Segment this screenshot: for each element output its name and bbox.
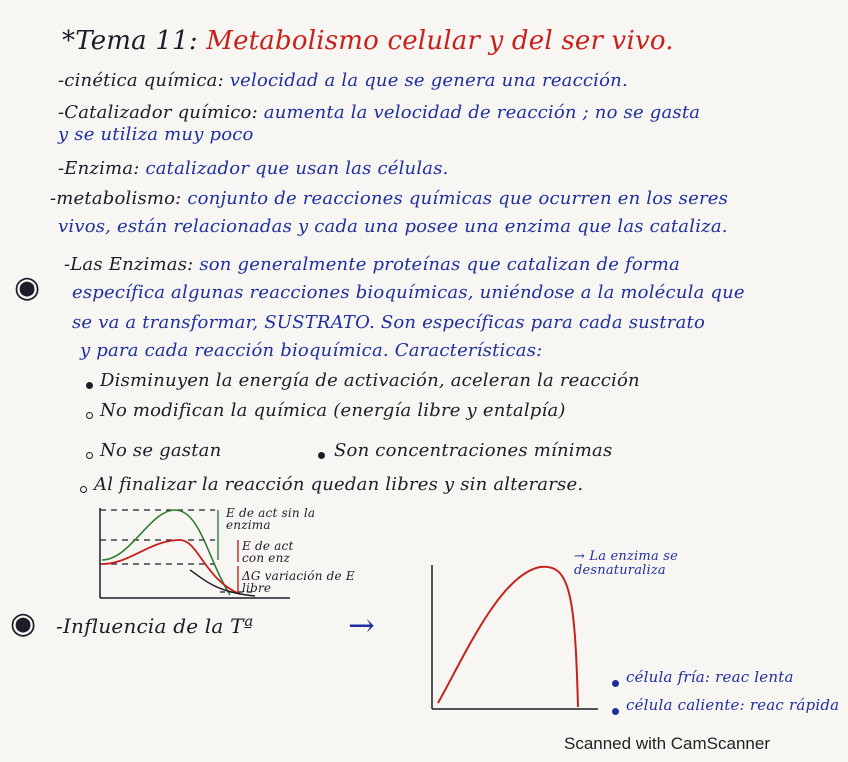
bullet-icon — [86, 452, 93, 459]
term-cinetica: -cinética química: — [58, 70, 224, 91]
def-metabolismo: conjunto de reacciones químicas que ocurren en los seres — [187, 188, 729, 209]
hole-punch-icon: ◉ — [14, 270, 41, 305]
characteristic-item: Al finalizar la reacción quedan libres y sin alterarse. — [94, 474, 584, 495]
label-no-enzyme: E de act sin la enzima — [226, 506, 316, 532]
def-catalizador-cont: y se utiliza muy poco — [58, 124, 254, 145]
title-main: Metabolismo celular y del ser vivo. — [206, 26, 674, 56]
characteristic-item: Son concentraciones mínimas — [334, 440, 613, 461]
def-metabolismo-cont: vivos, están relacionadas y cada una posee una enzima que las cataliza. — [58, 216, 728, 237]
bullet-icon — [612, 680, 619, 687]
characteristic-item: Disminuyen la energía de activación, aceleran la reacción — [100, 370, 640, 391]
bullet-icon — [318, 452, 325, 459]
arrow-icon: → — [348, 606, 376, 644]
line-metabolismo — [50, 188, 728, 209]
line-enzima — [58, 158, 449, 179]
line-enzimas — [64, 254, 680, 275]
label-delta: ΔG variación de E libre — [242, 569, 355, 595]
def-enzimas-3: se va a transformar, SUSTRATO. Son específicas para cada sustrato — [72, 312, 705, 333]
temperature-diagram — [420, 555, 600, 715]
curve-enzyme — [102, 540, 240, 594]
bullet-icon — [80, 486, 87, 493]
note-cold: célula fría: reac lenta — [626, 668, 794, 686]
influence-text: -Influencia de la Tª — [56, 614, 254, 638]
bullet-icon — [86, 382, 93, 389]
def-enzimas-2: específica algunas reacciones bioquímicas, uniéndose a la molécula que — [72, 282, 745, 303]
term-metabolismo: -metabolismo: — [50, 188, 182, 209]
curve-no-enzyme — [102, 510, 230, 595]
characteristic-item: No se gastan — [100, 440, 222, 461]
hole-punch-icon: ◉ — [10, 606, 37, 641]
bullet-icon — [612, 708, 619, 715]
line-cinetica — [58, 70, 628, 91]
line-catalizador — [58, 102, 700, 123]
term-enzima: -Enzima: — [58, 158, 140, 179]
term-enzimas: -Las Enzimas: — [64, 254, 194, 275]
def-enzimas-4: y para cada reacción bioquímica. Características: — [80, 340, 543, 361]
title-prefix: *Tema 11: — [62, 26, 198, 56]
temperature-curve — [438, 567, 578, 707]
def-cinetica: velocidad a la que se genera una reacción. — [229, 70, 628, 91]
characteristic-item: No modifican la química (energía libre y entalpía) — [100, 400, 566, 421]
def-catalizador: aumenta la velocidad de reacción ; no se gasta — [263, 102, 701, 123]
scanner-watermark: Scanned with CamScanner — [563, 734, 770, 753]
bullet-icon — [86, 412, 93, 419]
label-enzyme: E de act con enz — [242, 539, 294, 565]
term-catalizador: -Catalizador químico: — [58, 102, 258, 123]
page-title — [62, 26, 674, 56]
denature-note: → La enzima se desnaturaliza — [574, 549, 678, 578]
def-enzimas-1: son generalmente proteínas que catalizan de forma — [199, 254, 680, 275]
def-enzima: catalizador que usan las células. — [145, 158, 449, 179]
note-hot: célula caliente: reac rápida — [626, 696, 840, 714]
